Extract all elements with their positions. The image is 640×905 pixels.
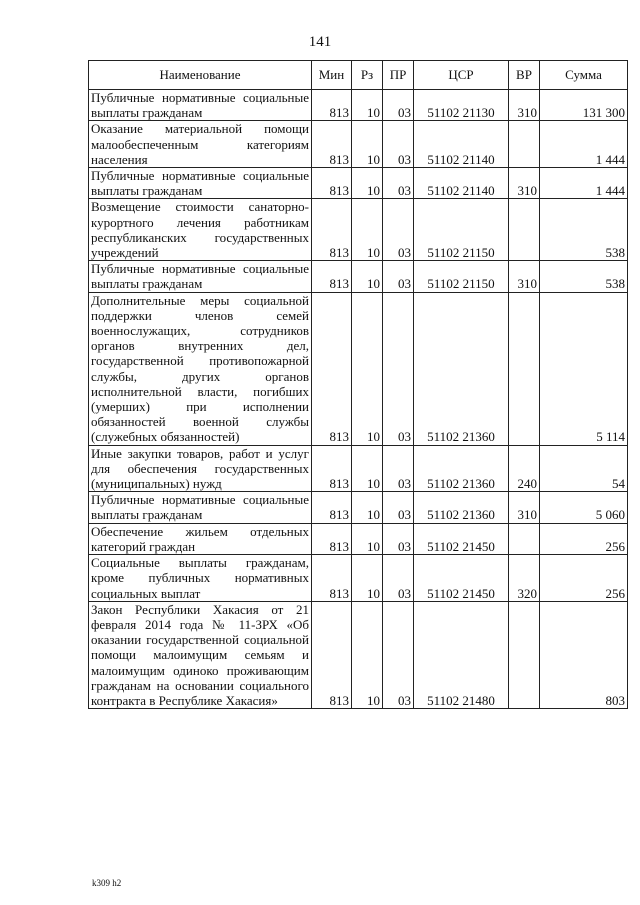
cell-csr: 51102 21480 (414, 601, 509, 708)
header-pr: ПР (383, 61, 414, 90)
cell-pr: 03 (383, 292, 414, 445)
cell-rz: 10 (352, 492, 383, 523)
cell-pr: 03 (383, 523, 414, 554)
cell-pr: 03 (383, 199, 414, 261)
cell-min: 813 (312, 492, 352, 523)
table-row (89, 555, 628, 602)
header-sum: Сумма (540, 61, 628, 90)
cell-csr: 51102 21150 (414, 261, 509, 292)
table-body (89, 90, 628, 709)
cell-rz: 10 (352, 168, 383, 199)
cell-vr (509, 601, 540, 708)
cell-min: 813 (312, 445, 352, 492)
cell-rz: 10 (352, 445, 383, 492)
cell-min: 813 (312, 523, 352, 554)
cell-vr: 310 (509, 261, 540, 292)
cell-pr: 03 (383, 601, 414, 708)
cell-vr (509, 199, 540, 261)
cell-sum: 538 (540, 261, 628, 292)
cell-rz: 10 (352, 555, 383, 602)
cell-pr: 03 (383, 445, 414, 492)
cell-name: Дополнительные меры социальной поддержки членов семей военнослужащих, сотрудников органов внутренних дел, государственной противопожарной службы, других органов исполнительной власти, погибших (умерших) при исполнении обязанностей военной службы (служебных обязанностей) (89, 292, 312, 445)
table-row (89, 492, 628, 523)
cell-csr: 51102 21360 (414, 445, 509, 492)
cell-min: 813 (312, 261, 352, 292)
cell-vr: 240 (509, 445, 540, 492)
cell-pr: 03 (383, 168, 414, 199)
cell-sum: 131 300 (540, 90, 628, 121)
cell-csr: 51102 21150 (414, 199, 509, 261)
cell-min: 813 (312, 199, 352, 261)
table-row (89, 168, 628, 199)
cell-name: Публичные нормативные социальные выплаты гражданам (89, 261, 312, 292)
cell-name: Закон Республики Хакасия от 21 февраля 2014 года № 11-ЗРХ «Об оказании государственной социальной помощи малоимущим семьям и малоимущим одиноко проживающим гражданам на основании социального контракта в Республике Хакасия» (89, 601, 312, 708)
cell-sum: 5 060 (540, 492, 628, 523)
cell-csr: 51102 21360 (414, 492, 509, 523)
cell-csr: 51102 21130 (414, 90, 509, 121)
header-name: Наименование (89, 61, 312, 90)
header-min: Мин (312, 61, 352, 90)
table-row (89, 261, 628, 292)
cell-csr: 51102 21140 (414, 121, 509, 168)
cell-sum: 1 444 (540, 121, 628, 168)
cell-rz: 10 (352, 523, 383, 554)
cell-min: 813 (312, 90, 352, 121)
cell-rz: 10 (352, 601, 383, 708)
table-row (89, 292, 628, 445)
table-row (89, 601, 628, 708)
cell-sum: 1 444 (540, 168, 628, 199)
cell-vr (509, 292, 540, 445)
cell-name: Оказание материальной помощи малообеспеченным категориям населения (89, 121, 312, 168)
cell-sum: 5 114 (540, 292, 628, 445)
cell-name: Публичные нормативные социальные выплаты гражданам (89, 168, 312, 199)
footer-code: k309 h2 (92, 878, 122, 888)
cell-csr: 51102 21360 (414, 292, 509, 445)
cell-sum: 54 (540, 445, 628, 492)
cell-name: Возмещение стоимости санаторно-курортного лечения работникам республиканских государственных учреждений (89, 199, 312, 261)
header-rz: Рз (352, 61, 383, 90)
cell-vr: 310 (509, 168, 540, 199)
table-row (89, 199, 628, 261)
cell-rz: 10 (352, 90, 383, 121)
cell-rz: 10 (352, 261, 383, 292)
cell-pr: 03 (383, 261, 414, 292)
cell-vr (509, 523, 540, 554)
cell-name: Публичные нормативные социальные выплаты гражданам (89, 90, 312, 121)
cell-rz: 10 (352, 199, 383, 261)
table-row (89, 121, 628, 168)
cell-vr: 310 (509, 492, 540, 523)
cell-sum: 256 (540, 555, 628, 602)
cell-pr: 03 (383, 90, 414, 121)
cell-csr: 51102 21450 (414, 555, 509, 602)
cell-min: 813 (312, 601, 352, 708)
cell-sum: 538 (540, 199, 628, 261)
table-row (89, 90, 628, 121)
cell-pr: 03 (383, 492, 414, 523)
cell-pr: 03 (383, 121, 414, 168)
cell-min: 813 (312, 555, 352, 602)
cell-min: 813 (312, 292, 352, 445)
cell-name: Публичные нормативные социальные выплаты гражданам (89, 492, 312, 523)
cell-name: Иные закупки товаров, работ и услуг для обеспечения государственных (муниципальных) нужд (89, 445, 312, 492)
cell-pr: 03 (383, 555, 414, 602)
cell-vr (509, 121, 540, 168)
table-header-row (89, 61, 628, 90)
cell-sum: 256 (540, 523, 628, 554)
header-vr: ВР (509, 61, 540, 90)
table-row (89, 523, 628, 554)
cell-vr: 320 (509, 555, 540, 602)
cell-csr: 51102 21140 (414, 168, 509, 199)
cell-sum: 803 (540, 601, 628, 708)
cell-vr: 310 (509, 90, 540, 121)
cell-min: 813 (312, 121, 352, 168)
page-number: 141 (308, 34, 332, 50)
cell-rz: 10 (352, 292, 383, 445)
cell-csr: 51102 21450 (414, 523, 509, 554)
header-csr: ЦСР (414, 61, 509, 90)
cell-min: 813 (312, 168, 352, 199)
cell-name: Обеспечение жильем отдельных категорий граждан (89, 523, 312, 554)
budget-table (88, 60, 628, 709)
table-row (89, 445, 628, 492)
cell-rz: 10 (352, 121, 383, 168)
cell-name: Социальные выплаты гражданам, кроме публичных нормативных социальных выплат (89, 555, 312, 602)
